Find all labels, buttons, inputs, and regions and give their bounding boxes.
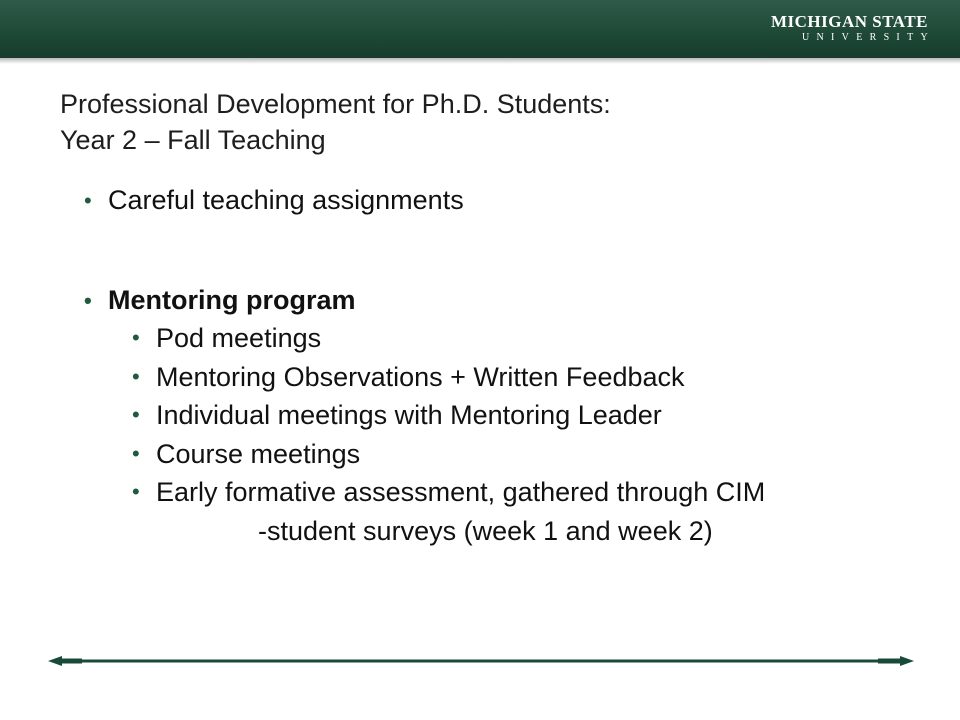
bullet-list-top bbox=[84, 182, 464, 219]
left-arrowhead-icon bbox=[48, 656, 62, 666]
sub-bullet-text: Mentoring Observations + Written Feedback bbox=[156, 361, 685, 392]
msu-logo bbox=[770, 12, 935, 45]
divider-line bbox=[62, 660, 900, 663]
sub-bullet-text: Individual meetings with Mentoring Leader bbox=[156, 400, 662, 430]
sub-bullet-item bbox=[132, 319, 765, 358]
bullet-item bbox=[84, 282, 765, 319]
bullet-list-mentoring bbox=[84, 282, 765, 550]
bullet-icon: • bbox=[132, 479, 140, 504]
bullet-icon: • bbox=[132, 325, 140, 350]
sub-bullet-text: Pod meetings bbox=[156, 323, 322, 353]
bullet-item bbox=[84, 182, 464, 219]
sub-bullet-text: Early formative assessment, gathered through CIM bbox=[156, 477, 766, 507]
bullet-icon: • bbox=[132, 402, 140, 427]
sub-bullet-item bbox=[132, 396, 765, 435]
header-banner bbox=[0, 0, 960, 58]
bullet-text: Careful teaching assignments bbox=[108, 185, 464, 215]
bullet-icon: • bbox=[132, 363, 140, 389]
bullet-icon: • bbox=[132, 440, 140, 466]
right-arrowhead-icon bbox=[900, 656, 914, 666]
bullet-icon: • bbox=[84, 188, 92, 213]
sub-list-wrapper bbox=[84, 319, 765, 550]
sub-bullet-text: Course meetings bbox=[156, 438, 361, 469]
title-line-2: Year 2 – Fall Teaching bbox=[60, 125, 326, 155]
right-end-bar bbox=[878, 659, 900, 664]
note-line: -student surveys (week 1 and week 2) bbox=[258, 515, 713, 546]
bullet-icon: • bbox=[84, 288, 92, 313]
sub-bullet-list bbox=[84, 319, 765, 512]
sub-bullet-item bbox=[132, 435, 765, 474]
logo-subtitle: UNIVERSITY bbox=[802, 32, 935, 43]
banner-shadow bbox=[0, 58, 960, 64]
title-line-1: Professional Development for Ph.D. Students: bbox=[60, 89, 611, 119]
footer-double-arrow-line bbox=[48, 654, 914, 668]
bullet-text: Mentoring program bbox=[108, 285, 356, 315]
sub-bullet-item bbox=[132, 473, 765, 512]
logo-wordmark: MICHIGAN STATE bbox=[770, 12, 928, 31]
slide-title bbox=[60, 86, 900, 158]
sub-bullet-item bbox=[132, 358, 765, 397]
